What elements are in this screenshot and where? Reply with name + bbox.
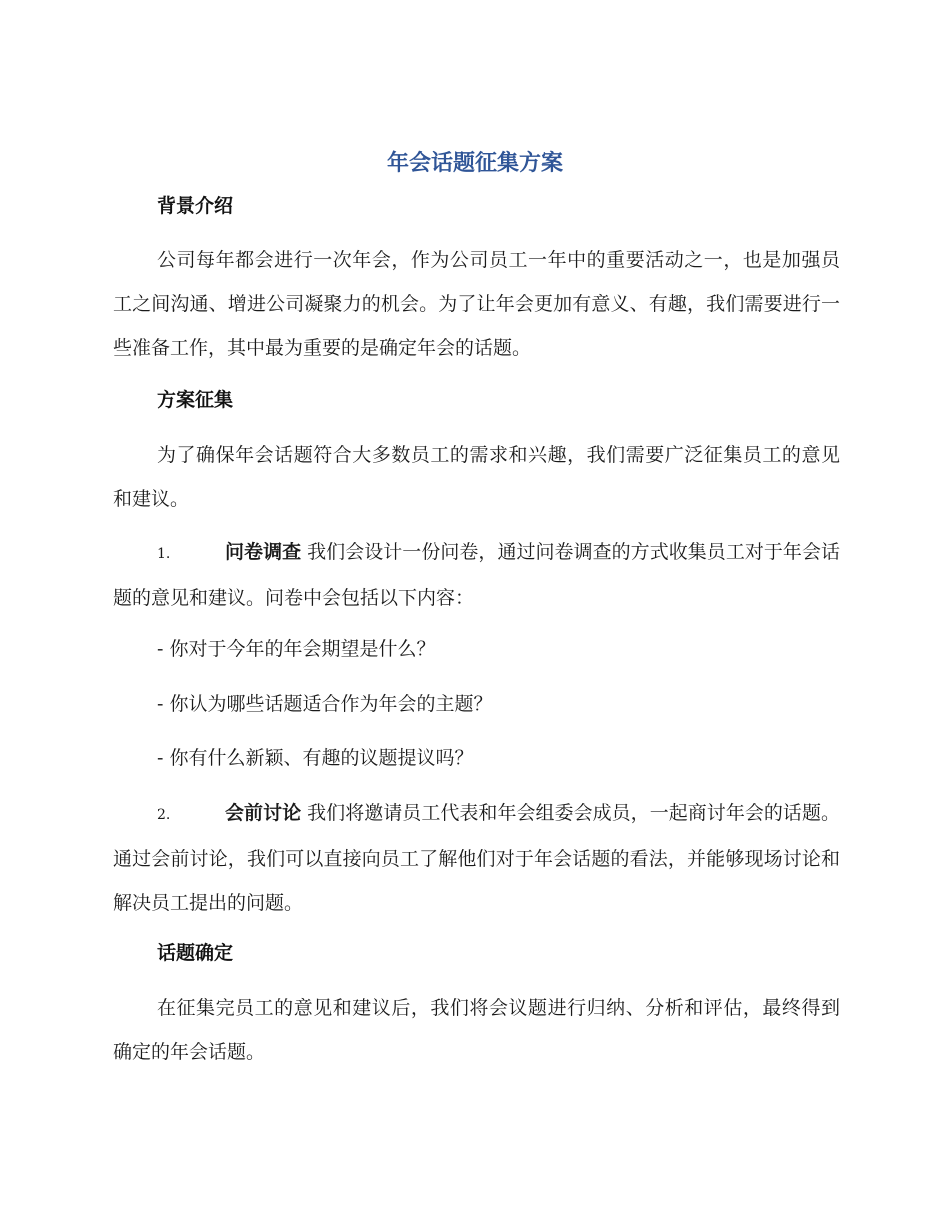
bullet-item: - 你认为哪些话题适合作为年会的主题？: [157, 693, 493, 715]
bullet-item: - 你有什么新颖、有趣的议题提议吗？: [157, 747, 474, 769]
bullet-item: - 你对于今年的年会期望是什么？: [157, 638, 436, 660]
list-term: 问卷调查: [225, 541, 302, 563]
document-title: 年会话题征集方案: [386, 151, 563, 176]
list-text: 我们会设计一份问卷，通过问卷调查的方式收集员工对于年会话题的意见和建议。问卷中会包括以下内容：: [113, 541, 840, 609]
section-heading-background: 背景介绍: [157, 195, 234, 217]
list-text: 我们将邀请员工代表和年会组委会成员，一起商讨年会的话题。通过会前讨论，我们可以直接向员工了解他们对于年会话题的看法，并能够现场讨论和解决员工提出的问题。: [113, 802, 840, 914]
list-item-survey: [113, 530, 840, 620]
list-number: 1.: [157, 546, 171, 562]
section-heading-confirmation: 话题确定: [157, 942, 234, 964]
list-term: 会前讨论: [225, 802, 302, 824]
section-heading-collection: 方案征集: [157, 389, 234, 411]
list-item-discussion: [113, 791, 840, 925]
section-paragraph-confirmation: 在征集完员工的意见和建议后，我们将会议题进行归纳、分析和评估，最终得到确定的年会话题。: [113, 997, 840, 1063]
section-paragraph-collection: 为了确保年会话题符合大多数员工的需求和兴趣，我们需要广泛征集员工的意见和建议。: [113, 444, 840, 510]
section-paragraph-background: 公司每年都会进行一次年会，作为公司员工一年中的重要活动之一，也是加强员工之间沟通、增进公司凝聚力的机会。为了让年会更加有意义、有趣，我们需要进行一些准备工作，其中最为重要的是确定年会的话题。: [113, 249, 840, 359]
list-number: 2.: [157, 807, 171, 823]
